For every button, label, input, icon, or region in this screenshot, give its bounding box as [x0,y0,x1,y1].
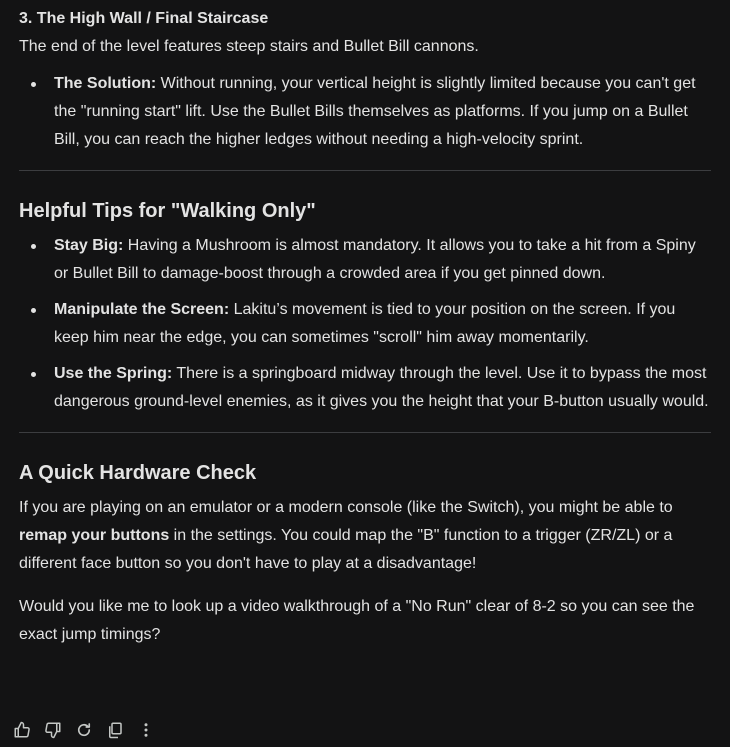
list-item-stay-big [19,232,711,288]
tips-heading: Helpful Tips for "Walking Only" [19,200,316,222]
section-divider [19,432,711,433]
regenerate-icon [75,721,93,739]
thumbs-up-icon [13,721,31,739]
thumbs-up-button[interactable] [11,719,33,741]
bullet-label: The Solution: [54,75,157,92]
bullet-label: Manipulate the Screen: [54,301,230,318]
thumbs-down-icon [44,721,62,739]
bullet-label: Use the Spring: [54,365,173,382]
thumbs-down-button[interactable] [42,719,64,741]
bullet-text: Lakitu’s movement is tied to your position on the screen. If you keep him near the edge, you can sometimes "scroll" him away momentarily. [54,301,676,346]
followup-question: Would you like me to look up a video walkthrough of a "No Run" clear of 8-2 so you can see the exact jump timings? [19,598,695,643]
paragraph-emphasis: remap your buttons [19,527,170,544]
more-options-button[interactable] [135,719,157,741]
tips-list [19,232,711,416]
bullet-text: Having a Mushroom is almost mandatory. It allows you to take a hit from a Spiny or Bullet Bill to damage-boost through a crowded area if you get pinned down. [54,237,696,282]
paragraph-text: If you are playing on an emulator or a modern console (like the Switch), you might be able to [19,499,673,516]
copy-button[interactable] [104,719,126,741]
bullet-label: Stay Big: [54,237,124,254]
bullet-text: Without running, your vertical height is slightly limited because you can't get the "running start" lift. Use the Bullet Bills themselves as platforms. If you jump on a Bullet Bill, you can reach the higher ledges without needing a high-velocity sprint. [54,75,696,148]
regenerate-button[interactable] [73,719,95,741]
hardware-paragraph [19,494,711,578]
section-divider [19,170,711,171]
more-options-icon [137,721,155,739]
solution-list [19,70,711,154]
list-item-manipulate-screen [19,296,711,352]
response-action-toolbar [11,719,166,741]
section-intro: The end of the level features steep stairs and Bullet Bill cannons. [19,38,479,55]
list-item-solution [19,70,711,154]
list-item-use-spring [19,360,711,416]
paragraph-text: in the settings. You could map the "B" function to a trigger (ZR/ZL) or a different face button so you don't have to play at a disadvantage! [19,527,673,572]
section-heading-high-wall: 3. The High Wall / Final Staircase [19,10,269,27]
copy-icon [106,721,124,739]
hardware-heading: A Quick Hardware Check [19,462,257,484]
bullet-text: There is a springboard midway through the level. Use it to bypass the most dangerous ground-level enemies, as it gives you the height that your B-button usually would. [54,365,709,410]
